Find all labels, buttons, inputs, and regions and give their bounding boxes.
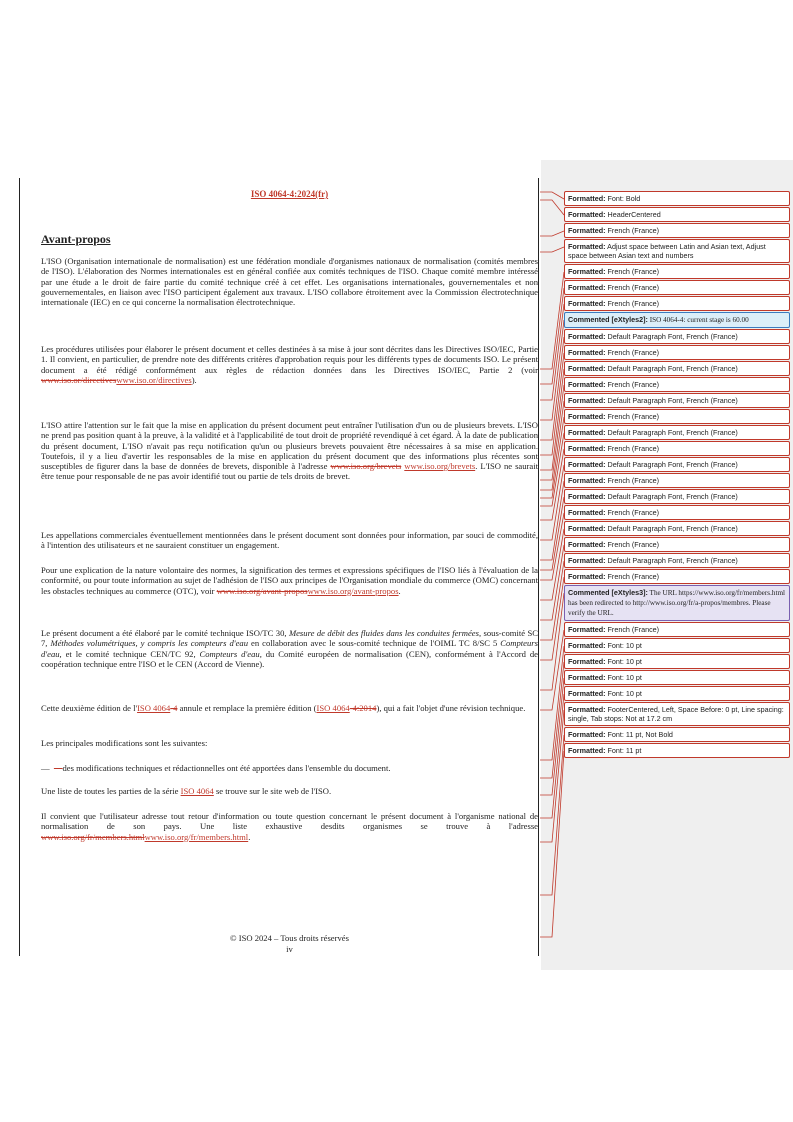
balloon-connector bbox=[540, 200, 564, 215]
p5-end: . bbox=[398, 585, 401, 596]
p6-committee-title: Mesure de débit des fluides dans les conduites fermées bbox=[288, 628, 479, 638]
balloon-text: Default Paragraph Font, French (France) bbox=[605, 556, 738, 565]
balloon-label: Formatted: bbox=[568, 412, 606, 421]
p6-subcommittee-title: Méthodes volumétriques, y compris les compteurs d'eau bbox=[50, 638, 249, 649]
formatting-balloon[interactable] bbox=[564, 489, 790, 504]
balloon-text: Font: 10 pt bbox=[605, 673, 642, 682]
p6-oiml-title: Compteurs d'eau bbox=[41, 638, 538, 659]
p2-deleted-link[interactable]: www.iso.or/directives bbox=[41, 374, 117, 385]
balloon-label: Formatted: bbox=[568, 460, 606, 469]
balloon-text: French (France) bbox=[605, 476, 660, 485]
balloon-text: French (France) bbox=[605, 283, 660, 292]
balloon-text: French (France) bbox=[605, 508, 660, 517]
paragraph-11 bbox=[41, 811, 538, 842]
balloon-label: Formatted: bbox=[568, 625, 606, 634]
footer-page-number: iv bbox=[286, 944, 293, 954]
balloon-label: Formatted: bbox=[568, 673, 606, 682]
p6-text-a: Le présent document a été élaboré par le comité technique ISO/TC 30, bbox=[41, 628, 289, 638]
balloon-text: Font: 10 pt bbox=[605, 689, 642, 698]
balloon-connector bbox=[540, 247, 564, 252]
p7-ref-1-part: -4 bbox=[170, 703, 178, 713]
balloon-text: Default Paragraph Font, French (France) bbox=[605, 428, 738, 437]
formatting-balloon[interactable] bbox=[564, 296, 790, 311]
formatting-balloon[interactable] bbox=[564, 361, 790, 376]
balloon-text: French (France) bbox=[605, 572, 660, 581]
formatting-balloon[interactable] bbox=[564, 425, 790, 440]
balloon-label: Formatted: bbox=[568, 226, 606, 235]
p10-text-a: Une liste de toutes les parties de la série bbox=[41, 786, 181, 796]
balloon-text: Default Paragraph Font, French (France) bbox=[605, 364, 738, 373]
balloon-connector bbox=[540, 192, 564, 199]
balloon-connector bbox=[540, 593, 564, 690]
formatting-balloon[interactable] bbox=[564, 654, 790, 669]
p2-inserted-link[interactable]: www.iso.or/directives bbox=[116, 374, 192, 385]
balloon-text: Default Paragraph Font, French (France) bbox=[605, 396, 738, 405]
p9-text: des modifications techniques et rédactionnelles ont été apportées dans l'ensemble du document. bbox=[62, 763, 391, 773]
p6-cen-title: Compteurs d'eau bbox=[199, 648, 260, 659]
balloon-label: Formatted: bbox=[568, 242, 606, 251]
balloon-text: French (France) bbox=[605, 299, 660, 308]
formatting-balloon[interactable] bbox=[564, 505, 790, 520]
balloon-label: Formatted: bbox=[568, 508, 606, 517]
paragraph-4: Les appellations commerciales éventuellement mentionnées dans le présent document sont données pour information, par souci de commodité, à l'intention des utilisateurs et ne sauraient constituer un engagement. bbox=[41, 530, 538, 551]
comment-balloon[interactable] bbox=[564, 585, 790, 621]
p11-text: Il convient que l'utilisateur adresse tout retour d'information ou toute question concernant le présent document à l'organisme national de normalisation de son pays. Une liste exhaustive desdits organismes se trouve à l'adresse bbox=[41, 811, 538, 832]
paragraph-9 bbox=[41, 763, 538, 773]
balloon-label: Formatted: bbox=[568, 730, 606, 739]
formatting-balloon[interactable] bbox=[564, 345, 790, 360]
balloon-text: French (France) bbox=[605, 625, 660, 634]
formatting-balloon[interactable] bbox=[564, 393, 790, 408]
p3-text: L'ISO attire l'attention sur le fait que la mise en application du présent document peut entraîner l'utilisation d'un ou de plusieurs brevets. L'ISO ne prend pas position quant à la preuve, à la validité et à l'applicabilité de tout droit de propriété revendiqué à cet égard. À la date de publication du présent document, L'ISO n'avait pas reçu notification qu'un ou plusieurs brevets pouvaient être nécessaires à sa mise en application. Toutefois, il y a lieu d'avertir les responsables de la mise en application du présent document que des informations plus récentes sont susceptibles de figurer dans la base de données de brevets, disponible à l'adresse bbox=[41, 420, 538, 472]
header-title: ISO 4064-4:2024(fr) bbox=[250, 189, 329, 199]
balloon-text: Font: 11 pt bbox=[605, 746, 642, 755]
balloon-connector bbox=[540, 272, 564, 369]
balloon-text: The URL https://www.iso.org/fr/members.html has been redirected to http://www.iso.org/fr/a-propos/membres. Please verify the URL. bbox=[568, 589, 786, 617]
p2-end: ). bbox=[191, 374, 197, 385]
balloon-text: HeaderCentered bbox=[605, 210, 661, 219]
balloon-connector bbox=[540, 449, 564, 520]
formatting-balloon[interactable] bbox=[564, 670, 790, 685]
p6-text-e: en collaboration avec le sous-comité technique de l'OIML TC 8/SC 5 bbox=[248, 638, 501, 649]
balloon-label: Commented [eXtyles2]: bbox=[568, 315, 648, 324]
p2-text: Les procédures utilisées pour élaborer le présent document et celles destinées à sa mise à jour sont décrites dans les Directives ISO/IEC, Partie 1. Il convient, en particulier, de prendre note des différents critères d'approbation requis pour les différents types de documents ISO. Le présent document a été rédigé conformément aux règles de rédaction données dans les Directives ISO/IEC, Partie 2 (voir bbox=[41, 344, 538, 375]
formatting-balloon[interactable] bbox=[564, 743, 790, 758]
heading-avant-propos: Avant-propos bbox=[41, 232, 111, 246]
formatting-balloon[interactable] bbox=[564, 441, 790, 456]
balloon-label: Formatted: bbox=[568, 657, 606, 666]
balloon-label: Formatted: bbox=[568, 641, 606, 650]
formatting-balloon[interactable] bbox=[564, 727, 790, 742]
formatting-balloon[interactable] bbox=[564, 223, 790, 238]
balloon-text: Font: 10 pt bbox=[605, 657, 642, 666]
formatting-balloon[interactable] bbox=[564, 264, 790, 279]
balloon-label: Formatted: bbox=[568, 364, 606, 373]
balloon-connector bbox=[540, 231, 564, 236]
formatting-balloon[interactable] bbox=[564, 622, 790, 637]
balloon-text: ISO 4064-4: current stage is 60.00 bbox=[647, 316, 749, 324]
balloon-text: French (France) bbox=[605, 444, 660, 453]
formatting-balloon[interactable] bbox=[564, 329, 790, 344]
p3-end: . L'ISO ne saurait être tenue pour responsable de ne pas avoir identifié tout ou partie de tels droits de brevet. bbox=[41, 461, 538, 482]
formatting-balloon[interactable] bbox=[564, 280, 790, 295]
paragraph-8: Les principales modifications sont les suivantes: bbox=[41, 738, 208, 748]
p3-deleted-link[interactable]: www.iso.org/brevets bbox=[330, 461, 402, 472]
balloon-label: Formatted: bbox=[568, 705, 606, 714]
p7-ref-2-part: -4:2014 bbox=[349, 703, 377, 713]
p11-end: . bbox=[248, 831, 251, 842]
p10-text-c: se trouve sur le site web de l'ISO. bbox=[213, 786, 332, 796]
balloon-text: French (France) bbox=[605, 380, 660, 389]
balloon-label: Formatted: bbox=[568, 492, 606, 501]
formatting-balloon[interactable] bbox=[564, 521, 790, 536]
balloon-label: Formatted: bbox=[568, 572, 606, 581]
formatting-balloon[interactable] bbox=[564, 409, 790, 424]
p7-ref-2: ISO 4064 bbox=[316, 703, 350, 713]
balloon-text: Font: 10 pt bbox=[605, 641, 642, 650]
p6-text-i: , du Comité européen de normalisation (CEN), conformément à l'Accord de coopération technique entre l'ISO et le CEN (Accord de Vienne). bbox=[41, 648, 538, 669]
balloon-label: Formatted: bbox=[568, 556, 606, 565]
formatting-balloon[interactable] bbox=[564, 638, 790, 653]
balloon-text: French (France) bbox=[605, 267, 660, 276]
balloon-label: Formatted: bbox=[568, 332, 606, 341]
balloon-label: Formatted: bbox=[568, 267, 606, 276]
balloon-label: Formatted: bbox=[568, 283, 606, 292]
p11-inserted-link[interactable]: www.iso.org/fr/members.html bbox=[144, 831, 249, 842]
balloon-label: Formatted: bbox=[568, 194, 606, 203]
formatting-balloon[interactable] bbox=[564, 686, 790, 701]
formatting-balloon[interactable] bbox=[564, 702, 790, 726]
balloon-text: Default Paragraph Font, French (France) bbox=[605, 332, 738, 341]
balloon-label: Formatted: bbox=[568, 524, 606, 533]
formatting-balloon[interactable] bbox=[564, 569, 790, 584]
p7-text-g: ), qui a fait l'objet d'une révision technique. bbox=[376, 703, 526, 713]
formatting-balloon[interactable] bbox=[564, 457, 790, 472]
p7-text-a: Cette deuxième édition de l' bbox=[41, 703, 138, 713]
paragraph-1: L'ISO (Organisation internationale de normalisation) est une fédération mondiale d'organismes nationaux de normalisation (comités membres de l'ISO). L'élaboration des Normes internationales est en général confiée aux comités techniques de l'ISO. Chaque comité membre intéressé par une étude a le droit de faire partie du comité technique créé à cet effet. Les organisations internationales, gouvernementales et non gouvernementales, en liaison avec l'ISO participent également aux travaux. L'ISO collabore étroitement avec la Commission électrotechnique internationale (IEC) en ce qui concerne la normalisation électrotechnique. bbox=[41, 256, 538, 308]
p7-ref-1: ISO 4064 bbox=[137, 703, 171, 713]
p6-text-c: , sous-comité SC 7, bbox=[41, 628, 538, 649]
balloon-label: Formatted: bbox=[568, 299, 606, 308]
formatting-balloon[interactable] bbox=[564, 473, 790, 488]
balloon-text: Default Paragraph Font, French (France) bbox=[605, 492, 738, 501]
p5-deleted-link[interactable]: www.iso.org/avant-propos bbox=[216, 585, 308, 596]
paragraph-10 bbox=[41, 786, 538, 796]
p7-text-d: annule et remplace la première édition ( bbox=[177, 703, 317, 713]
paragraph-5 bbox=[41, 565, 538, 596]
balloon-text: French (France) bbox=[605, 412, 660, 421]
balloon-text: Font: Bold bbox=[605, 194, 641, 203]
balloon-label: Formatted: bbox=[568, 210, 606, 219]
balloon-connector bbox=[540, 646, 564, 760]
p10-ref: ISO 4064 bbox=[180, 786, 214, 796]
list-dash: — bbox=[41, 763, 50, 773]
balloon-label: Formatted: bbox=[568, 428, 606, 437]
comment-balloon[interactable] bbox=[564, 312, 790, 328]
balloon-text: French (France) bbox=[605, 540, 660, 549]
balloon-label: Formatted: bbox=[568, 396, 606, 405]
paragraph-2 bbox=[41, 344, 538, 385]
balloon-label: Formatted: bbox=[568, 746, 606, 755]
formatting-balloon[interactable] bbox=[564, 207, 790, 222]
balloon-label: Formatted: bbox=[568, 348, 606, 357]
formatting-balloon[interactable] bbox=[564, 191, 790, 206]
p6-text-g: , et le comité technique CEN/TC 92, bbox=[59, 648, 200, 659]
balloon-text: Default Paragraph Font, French (France) bbox=[605, 524, 738, 533]
balloon-label: Formatted: bbox=[568, 476, 606, 485]
p5-inserted-link[interactable]: www.iso.org/avant-propos bbox=[307, 585, 399, 596]
balloon-text: Font: 11 pt, Not Bold bbox=[605, 730, 673, 739]
balloon-label: Formatted: bbox=[568, 689, 606, 698]
formatting-balloon[interactable] bbox=[564, 377, 790, 392]
balloon-label: Commented [eXtyles3]: bbox=[568, 588, 648, 597]
formatting-balloon[interactable] bbox=[564, 239, 790, 263]
footer-copyright: © ISO 2024 – Tous droits réservés bbox=[230, 933, 349, 943]
formatting-balloon[interactable] bbox=[564, 553, 790, 568]
paragraph-6 bbox=[41, 628, 538, 669]
paragraph-3 bbox=[41, 420, 538, 482]
balloon-label: Formatted: bbox=[568, 444, 606, 453]
balloon-text: Default Paragraph Font, French (France) bbox=[605, 460, 738, 469]
formatting-balloon[interactable] bbox=[564, 537, 790, 552]
p3-inserted-link[interactable]: www.iso.org/brevets bbox=[404, 461, 476, 472]
balloon-text: French (France) bbox=[605, 348, 660, 357]
balloon-text: French (France) bbox=[605, 226, 660, 235]
balloon-text: FooterCentered, Left, Space Before: 0 pt, Line spacing: single, Tab stops: Not at 17.2 cm bbox=[568, 705, 784, 723]
balloon-label: Formatted: bbox=[568, 380, 606, 389]
balloon-text: Adjust space between Latin and Asian text, Adjust space between Asian text and numbers bbox=[568, 242, 766, 260]
balloon-label: Formatted: bbox=[568, 540, 606, 549]
p11-deleted-link[interactable]: www.iso.org/fr/members.html bbox=[41, 831, 145, 842]
paragraph-7 bbox=[41, 703, 538, 713]
p5-text: Pour une explication de la nature volontaire des normes, la signification des termes et expressions spécifiques de l'ISO liés à l'évaluation de la conformité, ou pour toute information au sujet de l'adhésion de l'ISO aux principes de l'Organisation mondiale du commerce (OMC) concernant les obstacles techniques au commerce (OTC), voir bbox=[41, 565, 538, 596]
